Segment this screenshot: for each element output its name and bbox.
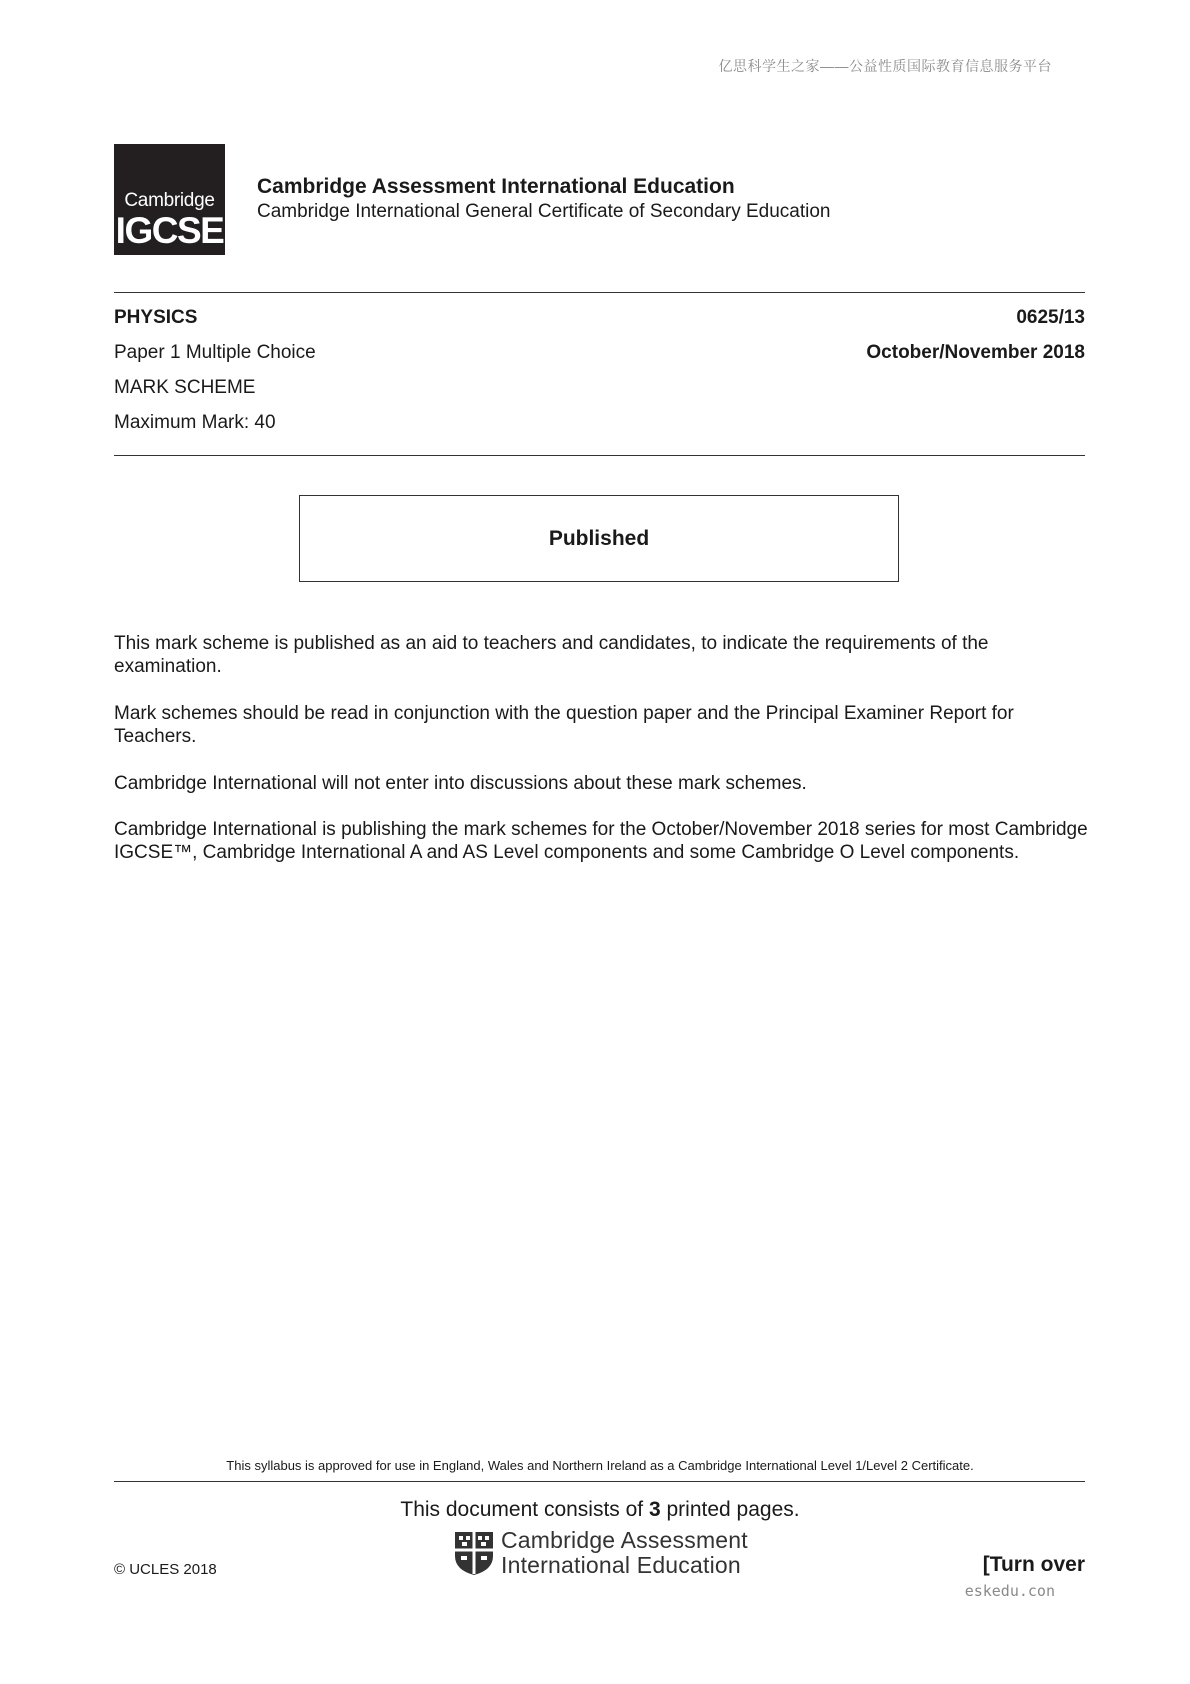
divider-top [114, 292, 1085, 293]
logo-line1: Cambridge [124, 190, 215, 211]
maximum-mark: Maximum Mark: 40 [114, 412, 276, 433]
document-type: MARK SCHEME [114, 377, 256, 398]
watermark-top: 亿思科学生之家——公益性质国际教育信息服务平台 [718, 58, 1052, 74]
cae-logo-line2: International Education [501, 1552, 741, 1578]
pages-prefix: This document consists of [400, 1498, 649, 1521]
cambridge-assessment-logo [453, 1528, 748, 1578]
paragraph-discussions: Cambridge International will not enter into discussions about these mark schemes. [114, 773, 807, 794]
syllabus-note: This syllabus is approved for use in England, Wales and Northern Ireland as a Cambridge International Level 1/Level 2 Certificate. [226, 1458, 974, 1473]
subject: PHYSICS [114, 307, 198, 328]
page-count-line [0, 1498, 1190, 1522]
published-box [299, 495, 899, 582]
org-subtitle: Cambridge International General Certificate of Secondary Education [257, 201, 831, 222]
watermark-bottom: eskedu.con [964, 1582, 1055, 1600]
exam-session: October/November 2018 [866, 342, 1085, 363]
copyright: © UCLES 2018 [114, 1561, 217, 1578]
divider-footer [114, 1481, 1085, 1482]
paper-name: Paper 1 Multiple Choice [114, 342, 316, 363]
divider-middle [114, 455, 1085, 456]
crest-icon [453, 1530, 495, 1576]
published-label: Published [548, 526, 650, 550]
paper-code: 0625/13 [1016, 307, 1085, 328]
org-title: Cambridge Assessment International Education [257, 175, 735, 198]
cambridge-igcse-logo [114, 144, 225, 255]
pages-count: 3 [648, 1498, 661, 1521]
paragraph-series: Cambridge International is publishing the mark schemes for the October/November 2018 series for most Cambridge IGCSE™, Cambridge International A and AS Level components and some Cambridge O Level components. [114, 819, 1088, 863]
turn-over: [Turn over [982, 1553, 1085, 1576]
logo-line2: IGCSE [115, 210, 224, 251]
paragraph-purpose: This mark scheme is published as an aid to teachers and candidates, to indicate the requirements of the examination. [114, 633, 989, 677]
pages-suffix: printed pages. [660, 1498, 800, 1521]
cae-logo-line1: Cambridge Assessment [501, 1527, 748, 1553]
paragraph-conjunction: Mark schemes should be read in conjunction with the question paper and the Principal Examiner Report for Teachers. [114, 703, 1014, 747]
